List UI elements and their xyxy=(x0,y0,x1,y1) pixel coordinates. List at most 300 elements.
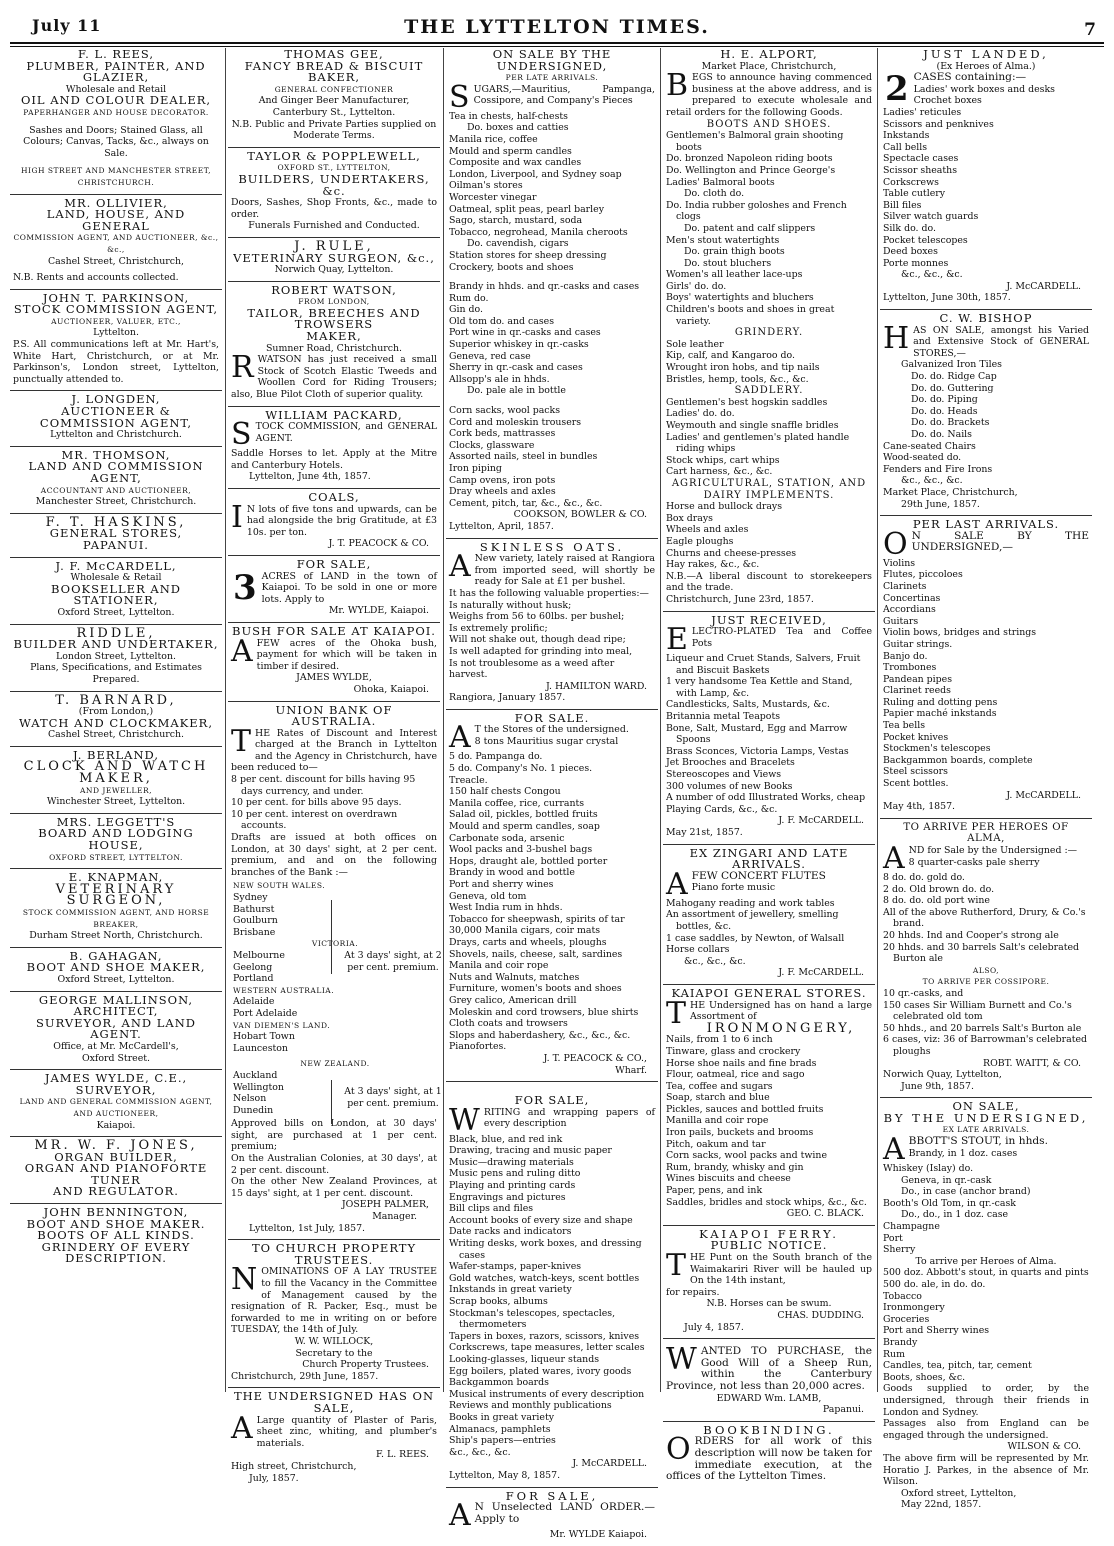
list-item: Porte monnes xyxy=(883,257,949,269)
list-item: Ironmongery xyxy=(883,1302,945,1314)
ad-heading: THOMAS GEE, xyxy=(284,47,384,61)
ad-text: HE Punt on the South branch of the Waimakariri River will be hauled up On the 14th instant, xyxy=(690,1252,872,1287)
ad-heading: J. LONGDEN, xyxy=(71,392,161,407)
list-item: Tinware, glass and crockery xyxy=(666,1045,801,1057)
list-item: &c., &c., &c. xyxy=(449,1446,511,1458)
list-item: Corkscrews xyxy=(883,176,939,188)
ad-date: July, 1857. xyxy=(249,1472,299,1484)
list-item: Hops, draught ale, bottled porter xyxy=(449,855,608,867)
list-item: Account books of every size and shape xyxy=(449,1214,633,1226)
list-item: Dray wheels and axles xyxy=(449,486,556,498)
list-item: Do. do. Heads xyxy=(911,405,978,417)
ad-bennington xyxy=(10,1204,222,1270)
list-item: Corn sacks, wool packs xyxy=(449,405,561,417)
list-item: Churns and cheese-presses xyxy=(666,547,797,559)
list-item: Wafer-stamps, paper-knives xyxy=(449,1261,582,1273)
ad-signature: ROBT. WAITT, & CO. xyxy=(983,1057,1081,1069)
ad-signature: J. McCARDELL. xyxy=(1006,789,1081,801)
ad-smallcaps: STOCK COMMISSION AGENT, AND HORSE xyxy=(22,908,210,917)
list-item: Iron piping xyxy=(449,463,502,474)
list-item: Call bells xyxy=(883,141,928,153)
list-item: Flutes, piccoloes xyxy=(883,569,963,581)
list-item: Eagle ploughs xyxy=(666,535,734,547)
ad-address: Manchester Street, Christchurch. xyxy=(35,496,197,508)
list-item: Geneva, in qr.-cask xyxy=(901,1174,992,1186)
branch-item: Portland xyxy=(233,973,274,985)
list-item: Corkscrews, tape measures, letter scales xyxy=(449,1342,645,1354)
ad-subheading: MAKER, xyxy=(306,329,362,344)
list-item: Concertinas xyxy=(883,592,941,604)
branch-item: Sydney xyxy=(233,892,268,903)
ad-text: Drafts are issued at both offices on London, at 30 days' sight, at 2 per cent. premium, and and on the following branches of the Bank :— xyxy=(231,832,437,878)
list-item: Scissor sheaths xyxy=(883,164,958,176)
ad-address: Market Place, Christchurch, xyxy=(701,60,837,72)
list-item: Weymouth and single snaffle bridles xyxy=(666,420,839,431)
column-3 xyxy=(446,46,658,1541)
ad-per-last-arrivals xyxy=(880,516,1092,819)
list-item: Spectacle cases xyxy=(883,153,959,165)
ad-address: Winchester Street, Lyttelton. xyxy=(46,796,186,808)
ad-heading: KAIAPOI FERRY. xyxy=(699,1226,839,1241)
list-item: Old tom do. and cases xyxy=(449,315,555,327)
ad-subheading: BY THE UNDERSIGNED, xyxy=(883,1110,1089,1125)
list-item: Silver watch guards xyxy=(883,211,979,223)
ad-address: Norwich Quay, Lyttelton. xyxy=(274,264,394,276)
ad-heading: THE UNDERSIGNED HAS ON SALE, xyxy=(233,1389,435,1415)
list-item: Drawing, tracing and music paper xyxy=(449,1145,612,1157)
list-item: Violins xyxy=(883,557,916,569)
branch-item: Bathurst xyxy=(233,903,275,915)
ad-subheading: PAPANUI. xyxy=(83,537,149,552)
list-item: Ladies' reticules xyxy=(883,106,962,118)
list-item: Wool packs and 3-bushel bags xyxy=(449,844,593,856)
ad-text: 8 per cent. discount for bills having 95 days currency, and under. xyxy=(231,774,416,797)
section-heading: GRINDERY. xyxy=(734,327,804,339)
ad-signature: J. McCARDELL. xyxy=(572,1458,647,1470)
list-item: 150 half chests Congou xyxy=(449,786,561,798)
list-item: &c., &c., &c. xyxy=(684,955,746,967)
list-item: Brandy in hhds. and qr.-casks and cases xyxy=(449,281,640,293)
list-item: Steel scissors xyxy=(883,766,948,778)
branch-item: Hobart Town xyxy=(233,1031,295,1043)
list-item: Box drays xyxy=(666,512,713,524)
list-item: Superior whiskey in qr.-casks xyxy=(449,339,589,351)
list-item: Music pens and ruling ditto xyxy=(449,1168,581,1180)
ad-heading: J. BERLAND, xyxy=(72,747,159,762)
ad-heading: J. RULE, xyxy=(294,238,374,254)
column-4 xyxy=(663,46,875,1483)
ad-text: On the other New Zealand Provinces, at 15 days' sight, at 1 per cent. discount. xyxy=(231,1176,437,1199)
ad-text: Funerals Furnished and Conducted. xyxy=(248,220,420,232)
ad-signature: J. McCARDELL. xyxy=(1006,280,1081,292)
list-item: Looking-glasses, liqueur stands xyxy=(449,1353,600,1365)
list-item: Composite and wax candles xyxy=(449,157,582,169)
ad-heading: MR. W. F. JONES, xyxy=(34,1138,198,1154)
list-item: Bristles, hemp, tools, &c., &c. xyxy=(666,373,809,385)
list-item: Do. do. Guttering xyxy=(911,382,994,394)
drop-cap: A xyxy=(449,720,471,756)
list-item: Brandy, in 1 doz. cases xyxy=(908,1147,1018,1159)
list-item: Women's all leather lace-ups xyxy=(666,269,803,281)
list-item: Geneva, old tom xyxy=(449,890,527,902)
ad-just-received xyxy=(663,612,875,845)
ad-address: Oxford Street. xyxy=(81,1052,151,1064)
ad-packard xyxy=(228,407,440,489)
list-item: Pianofortes. xyxy=(449,1041,507,1053)
drop-cap: R xyxy=(231,350,254,386)
ad-text: N.B.—A liberal discount to storekeepers and the trade. xyxy=(666,570,872,594)
list-item: 8 tons Mauritius sugar crystal xyxy=(474,736,619,748)
list-item: Oatmeal, split peas, pearl barley xyxy=(449,203,605,215)
premium-note: At 3 days' sight, at 2 per cent. premium. xyxy=(344,950,442,973)
list-item: Ladies' Balmoral boots xyxy=(666,176,775,188)
ad-text: To arrive per Heroes of Alma. xyxy=(915,1255,1057,1267)
ad-subheading: AND REGULATOR. xyxy=(53,1184,179,1199)
ad-address: Norwich Quay, Lyttelton, xyxy=(883,1069,1002,1081)
ad-heading: GEORGE MALLINSON, xyxy=(38,992,194,1007)
list-item: Do. grain thigh boots xyxy=(684,246,785,258)
ad-heading: JOHN BENNINGTON, xyxy=(43,1205,189,1220)
ad-signature: W. W. WILLOCK, xyxy=(294,1335,374,1347)
list-item: Banjo do. xyxy=(883,650,928,662)
ad-heading: FOR SALE, xyxy=(505,1488,599,1503)
ad-heading: FOR SALE, xyxy=(514,1093,590,1108)
list-item: Manilla and coir rope xyxy=(666,1115,769,1127)
list-item: Backgammon boards xyxy=(449,1377,549,1389)
list-item: Station stores for sheep dressing xyxy=(449,249,607,261)
ad-text: OMINATIONS OF A LAY TRUSTEE to fill the Vacancy in the Committee of Management caused by the resignation of R. Packer, Esq., must be forwarded to me in writing on or before TUESDAY, the 14th of July. xyxy=(231,1266,437,1336)
list-item: Gentlemen's Balmoral grain shooting boots xyxy=(666,130,844,153)
list-item: Brandy in wood and bottle xyxy=(449,867,575,879)
ad-text: N Unselected LAND ORDER.—Apply to xyxy=(474,1501,655,1525)
ad-parkinson xyxy=(10,290,222,392)
list-item: Table cutlery xyxy=(883,188,946,200)
ad-subheading: (Ex Heroes of Alma.) xyxy=(936,60,1036,72)
list-item: Paper, pens, and ink xyxy=(666,1185,763,1197)
ad-wylde xyxy=(10,1070,222,1137)
ad-smallcaps: GENERAL CONFECTIONER xyxy=(274,84,394,94)
list-item: Carbonate soda, arsenic xyxy=(449,832,565,844)
ad-date: Lyttelton, June 4th, 1857. xyxy=(249,471,371,483)
ad-smallcaps: PAPERHANGER AND HOUSE DECORATOR. xyxy=(23,107,209,117)
ad-heading: WILLIAM PACKARD, xyxy=(265,407,403,422)
list-item: Clarinets xyxy=(883,580,927,592)
ad-address: Oxford street, Lyttelton, xyxy=(901,1487,1017,1499)
ad-text: Plans, Specifications, and Estimates Prepared. xyxy=(30,662,202,685)
column-2 xyxy=(228,46,442,1484)
ad-subheading: ARCHITECT, xyxy=(73,1004,159,1019)
list-item: Hay rakes, &c., &c. xyxy=(666,559,760,571)
branch-region: VICTORIA. xyxy=(311,939,359,949)
list-item: Candlesticks, Salts, Mustards, &c. xyxy=(666,699,830,711)
ad-heading: FOR SALE, xyxy=(296,556,372,571)
list-item: Do. pale ale in bottle xyxy=(467,385,566,397)
ad-mccardell xyxy=(10,558,222,625)
list-item: Ship's papers—entries xyxy=(449,1435,556,1447)
ad-subheading: VETERINARY SURGEON, &c., xyxy=(233,250,435,265)
ad-wilson xyxy=(880,1098,1092,1516)
ad-text: FEW acres of the Ohoka bush, payment for which will be taken in timber if desired. xyxy=(256,637,437,672)
ad-smallcaps: PER LATE ARRIVALS. xyxy=(505,73,599,83)
list-item: Tobacco xyxy=(883,1290,922,1302)
ad-address: Ohoka, Kaiapoi. xyxy=(353,683,429,695)
list-item: Manila coffee, rice, currants xyxy=(449,797,585,809)
list-item: Pandean pipes xyxy=(883,673,953,685)
ad-text: N.B. Rents and accounts collected. xyxy=(13,272,179,284)
branch-item: Geelong xyxy=(233,961,273,973)
ad-date: Lyttelton, 1st July, 1857. xyxy=(249,1222,366,1234)
list-item: Sherry in qr.-cask and cases xyxy=(449,362,583,374)
ad-heading: ROBERT WATSON, xyxy=(271,282,397,297)
ad-heading: RIDDLE, xyxy=(76,625,156,641)
ad-wanted xyxy=(663,1339,875,1422)
ad-text: ND for Sale by the Undersigned :— xyxy=(908,845,1077,856)
list-item: Wood-seated do. xyxy=(883,452,962,464)
drop-cap: A xyxy=(449,1498,471,1534)
branch-region: NEW ZEALAND. xyxy=(300,1059,370,1069)
list-item: Cork beds, mattrasses xyxy=(449,428,556,440)
ad-subheading: WATCH AND CLOCKMAKER, xyxy=(19,715,213,730)
ad-date: Lyttelton, June 30th, 1857. xyxy=(883,292,1011,304)
list-item: Cart harness, &c., &c. xyxy=(666,466,773,478)
list-item: 8 do. do. gold do. xyxy=(883,872,965,883)
ad-address: Oxford Street, Lyttelton. xyxy=(57,973,175,985)
ad-heading: H. E. ALPORT, xyxy=(720,47,818,61)
list-item: Books in great variety xyxy=(449,1411,555,1423)
ad-subheading: BUILDERS, UNDERTAKERS, &c. xyxy=(238,171,430,198)
list-item: Bill clips and files xyxy=(449,1203,534,1215)
list-item: Bone, Salt, Mustard, Egg and Marrow Spoons xyxy=(666,722,848,746)
ad-kaiapoi-stores xyxy=(663,985,875,1226)
branch-item: Brisbane xyxy=(233,926,276,938)
list-item: Clocks, glassware xyxy=(449,439,535,451)
ad-heading: EX ZINGARI AND LATE ARRIVALS. xyxy=(689,845,849,872)
list-item: Piano forte music xyxy=(691,882,776,894)
list-item: Do. do. Brackets xyxy=(911,417,990,429)
drop-cap: A xyxy=(666,866,688,902)
ad-text: CASES containing:— xyxy=(913,71,1027,84)
ad-date: July 4, 1857. xyxy=(684,1321,744,1333)
list-item: Do. Wellington and Prince George's xyxy=(666,164,836,176)
list-item: Boys' watertights and bluchers xyxy=(666,292,814,304)
ad-heading: BUSH FOR SALE AT KAIAPOI. xyxy=(232,623,436,638)
ad-heading: F. T. HASKINS, xyxy=(45,514,187,530)
drop-cap: S xyxy=(231,417,252,453)
branch-item: Auckland xyxy=(233,1069,278,1081)
ad-subheading: GRINDERY OF EVERY DESCRIPTION. xyxy=(41,1239,191,1266)
ad-heading: BOOKBINDING. xyxy=(703,1422,835,1437)
ad-heading: SKINLESS OATS. xyxy=(479,539,625,554)
ad-heading: COALS, xyxy=(308,490,360,504)
branch-list xyxy=(233,880,442,1116)
list-item: Guitar strings. xyxy=(883,638,953,650)
list-item: 500 doz. Abbott's stout, in quarts and pints xyxy=(883,1267,1089,1279)
list-item: Gentlemen's best hogskin saddles xyxy=(666,396,828,408)
list-item: &c., &c., &c. xyxy=(901,269,963,281)
list-item: 500 do. ale, in do. do. xyxy=(883,1279,986,1290)
ad-text: Wholesale & Retail xyxy=(70,572,162,584)
list-item: Rum, brandy, whisky and gin xyxy=(666,1161,804,1173)
drop-cap: T xyxy=(666,1248,687,1283)
ad-subheading: BOOTS OF ALL KINDS. xyxy=(37,1228,195,1243)
ad-heading: FOR SALE. xyxy=(514,710,590,725)
list-item: Ladies' do. do. xyxy=(666,408,735,420)
list-item: Is naturally without husk; xyxy=(449,599,572,611)
list-item: 8 quarter-casks pale sherry xyxy=(908,856,1040,868)
ad-text: Goods supplied to order, by the undersigned, through their friends in London and Sydney. xyxy=(883,1383,1089,1418)
ad-heading: F. L. REES, xyxy=(77,47,155,61)
ad-text: LECTRO-PLATED Tea and Coffee Pots xyxy=(691,626,872,649)
ad-watson xyxy=(228,282,440,407)
drop-cap: A xyxy=(883,841,905,876)
ad-text: T the Stores of the undersigned. xyxy=(474,724,629,736)
page-number: 7 xyxy=(1084,20,1096,40)
ad-smallcaps: FROM LONDON, xyxy=(298,297,370,307)
list-item: Tea bells xyxy=(883,720,925,732)
list-item: Is well adapted for grinding into meal, xyxy=(449,645,633,657)
ad-signature: WILSON & CO. xyxy=(1007,1441,1081,1453)
list-item: Wheels and axles xyxy=(666,524,749,536)
list-item: Liqueur and Cruet Stands, Salvers, Fruit and Biscuit Baskets xyxy=(666,653,861,676)
ad-date: May 21st, 1857. xyxy=(666,827,743,838)
ad-address: Cashel Street, Christchurch. xyxy=(48,729,184,741)
list-item: Flour, oatmeal, rice and sago xyxy=(666,1069,805,1081)
list-item: Tea, coffee and sugars xyxy=(666,1080,773,1092)
list-item: Do. do. Ridge Cap xyxy=(911,371,997,383)
ad-date: Christchurch, June 23rd, 1857. xyxy=(666,593,814,605)
ad-subheading: CLOCK AND WATCH MAKER, xyxy=(23,759,209,787)
list-item: 8 do. do. old port wine xyxy=(883,895,990,907)
ad-signature: Mr. WYLDE Kaiapoi. xyxy=(549,1529,647,1541)
list-item: Pitch, oakum and tar xyxy=(666,1138,766,1150)
ad-bush xyxy=(228,623,440,702)
list-item: Ladies' and gentlemen's plated handle riding whips xyxy=(666,431,850,455)
drop-cap: H xyxy=(883,320,910,356)
list-item: Ruling and dotting pens xyxy=(883,696,998,708)
drop-cap: T xyxy=(231,723,252,759)
list-item: Rum do. xyxy=(449,292,489,304)
drop-cap: A xyxy=(231,1410,253,1446)
ad-text: ACRES of LAND in the town of Kaiapoi. To be sold in one or more lots. Apply to xyxy=(261,570,437,605)
list-item: Camp ovens, iron pots xyxy=(449,474,556,486)
ad-subheading: AUCTIONEER & COMMISSION AGENT, xyxy=(39,404,193,430)
ad-text: Approved bills on London, at 30 days' sight, are purchased at 1 per cent. premium; xyxy=(231,1118,437,1153)
column-divider xyxy=(225,48,226,1392)
list-item: Fenders and Fire Irons xyxy=(883,463,993,475)
ad-text: Sashes and Doors; Stained Glass, all Colours; Canvas, Tacks, &c., always on Sale. xyxy=(23,124,209,159)
ad-text: EGS to announce having commenced business at the above address, and is prepared to execute wholesale and retail orders for the following Goods. xyxy=(666,72,872,118)
ad-heading: MR. THOMSON, xyxy=(61,447,171,462)
ad-signature: J. T. PEACOCK & CO., xyxy=(543,1052,647,1064)
list-item: Date racks and indicators xyxy=(449,1226,572,1238)
list-item: Booth's Old Tom, in qr.-cask xyxy=(883,1197,1016,1209)
list-item: Corn sacks, wool packs and twine xyxy=(666,1150,828,1162)
ad-peacock xyxy=(446,710,658,1082)
ad-subheading: LAND, HOUSE, AND GENERAL xyxy=(46,207,186,233)
drop-cap: N xyxy=(231,1262,258,1298)
section-heading: BOOTS AND SHOES. xyxy=(706,118,832,130)
drop-cap: 2 xyxy=(885,69,909,110)
list-item: Do. stout bluchers xyxy=(684,257,772,269)
list-item: Galvanized Iron Tiles xyxy=(901,359,1002,371)
ad-text: (From London,) xyxy=(78,706,154,718)
ad-union-bank xyxy=(228,702,440,1241)
list-item: Treacle. xyxy=(449,774,488,786)
section-heading: SADDLERY. xyxy=(734,385,804,397)
ad-for-sale-land xyxy=(228,556,440,623)
list-item: Musical instruments of every description xyxy=(449,1388,645,1400)
ad-address: Durham Street North, Christchurch. xyxy=(29,930,203,942)
ad-subheading: BOARD AND LODGING HOUSE, xyxy=(38,826,194,853)
list-item: 150 cases Sir William Burnett and Co.'s celebrated old tom xyxy=(883,999,1072,1023)
list-item: Mould and sperm candles, soap xyxy=(449,821,600,833)
list-item: 5 do. Pampanga do. xyxy=(449,751,543,763)
list-item: 5 do. Company's No. 1 pieces. xyxy=(449,763,593,775)
ad-smallcaps: AUCTIONEER, VALUER, ETC., xyxy=(51,316,181,326)
list-item: Tapers in boxes, razors, scissors, knives xyxy=(449,1330,640,1342)
list-item: Men's stout watertights xyxy=(666,234,780,246)
ad-skinless-oats xyxy=(446,539,658,710)
list-item: Is not troublesome as a weed after harvest. xyxy=(449,657,615,681)
ad-subheading: ORGAN BUILDER, xyxy=(54,1149,178,1164)
list-item: Sago, starch, mustard, soda xyxy=(449,215,583,227)
ad-rule xyxy=(228,238,440,282)
list-item: Manila and coir rope xyxy=(449,960,549,972)
list-item: Salad oil, pickles, bottled fruits xyxy=(449,809,598,821)
ad-smallcaps: ALSO, xyxy=(972,965,1000,975)
ad-ferry xyxy=(663,1226,875,1339)
list-item: Do. boxes and catties xyxy=(467,122,569,134)
list-item: Grey calico, American drill xyxy=(449,994,577,1006)
list-item: 30,000 Manila cigars, coir mats xyxy=(449,925,601,937)
ad-text: Wholesale and Retail xyxy=(65,83,167,95)
ad-mallinson xyxy=(10,992,222,1071)
list-item: Manila rice, coffee xyxy=(449,133,538,145)
ad-subheading: BOOKSELLER AND STATIONER, xyxy=(51,581,181,608)
list-item: Rum xyxy=(883,1348,905,1360)
drop-cap: A xyxy=(449,549,471,585)
ad-address: Canterbury St., Lyttelton. xyxy=(272,106,396,118)
ad-heading: UNION BANK OF AUSTRALIA. xyxy=(275,702,393,729)
list-item: Egg boilers, plated wares, ivory goods xyxy=(449,1365,632,1377)
list-item: Cement, pitch, tar, &c., &c., &c. xyxy=(449,497,603,509)
drop-cap: B xyxy=(666,68,689,104)
list-item: Clarinet reeds xyxy=(883,685,951,697)
premium-brace-1 xyxy=(331,900,448,973)
list-item: All of the above Rutherford, Drury, & Co.'s brand. xyxy=(883,906,1086,930)
list-item: Do. do. Nails xyxy=(911,429,972,440)
branch-item: Wellington xyxy=(233,1081,284,1093)
ad-address: Wharf. xyxy=(615,1064,647,1076)
ad-signature: JOSEPH PALMER, xyxy=(341,1199,429,1211)
branch-item: Dunedin xyxy=(233,1104,274,1116)
ad-address: OXFORD STREET, LYTTELTON. xyxy=(49,852,183,862)
ad-text: ANTED TO PURCHASE, the Good Will of a Sheep Run, within the Canterbury Province, not less than 20,000 acres. xyxy=(666,1345,872,1392)
list-item: Stock whips, cart whips xyxy=(666,454,780,466)
ad-signature: EDWARD Wm. LAMB, xyxy=(716,1392,822,1404)
list-item: Shovels, nails, cheese, salt, sardines xyxy=(449,948,623,960)
drop-cap: A xyxy=(231,633,253,669)
list-item: Wines biscuits and cheese xyxy=(666,1173,791,1185)
ad-flutes xyxy=(663,845,875,985)
list-item: Nuts and Walnuts, matches xyxy=(449,971,580,983)
list-item: Slops and haberdashery, &c., &c., &c. xyxy=(449,1029,631,1041)
ad-subheading: VETERINARY SURGEON, xyxy=(55,881,177,909)
list-item: Girls' do. do. xyxy=(666,280,727,292)
ad-date: Rangiora, January 1857. xyxy=(449,692,566,704)
ad-date: Lyttelton, April, 1857. xyxy=(449,520,554,532)
ad-leggett xyxy=(10,814,222,869)
